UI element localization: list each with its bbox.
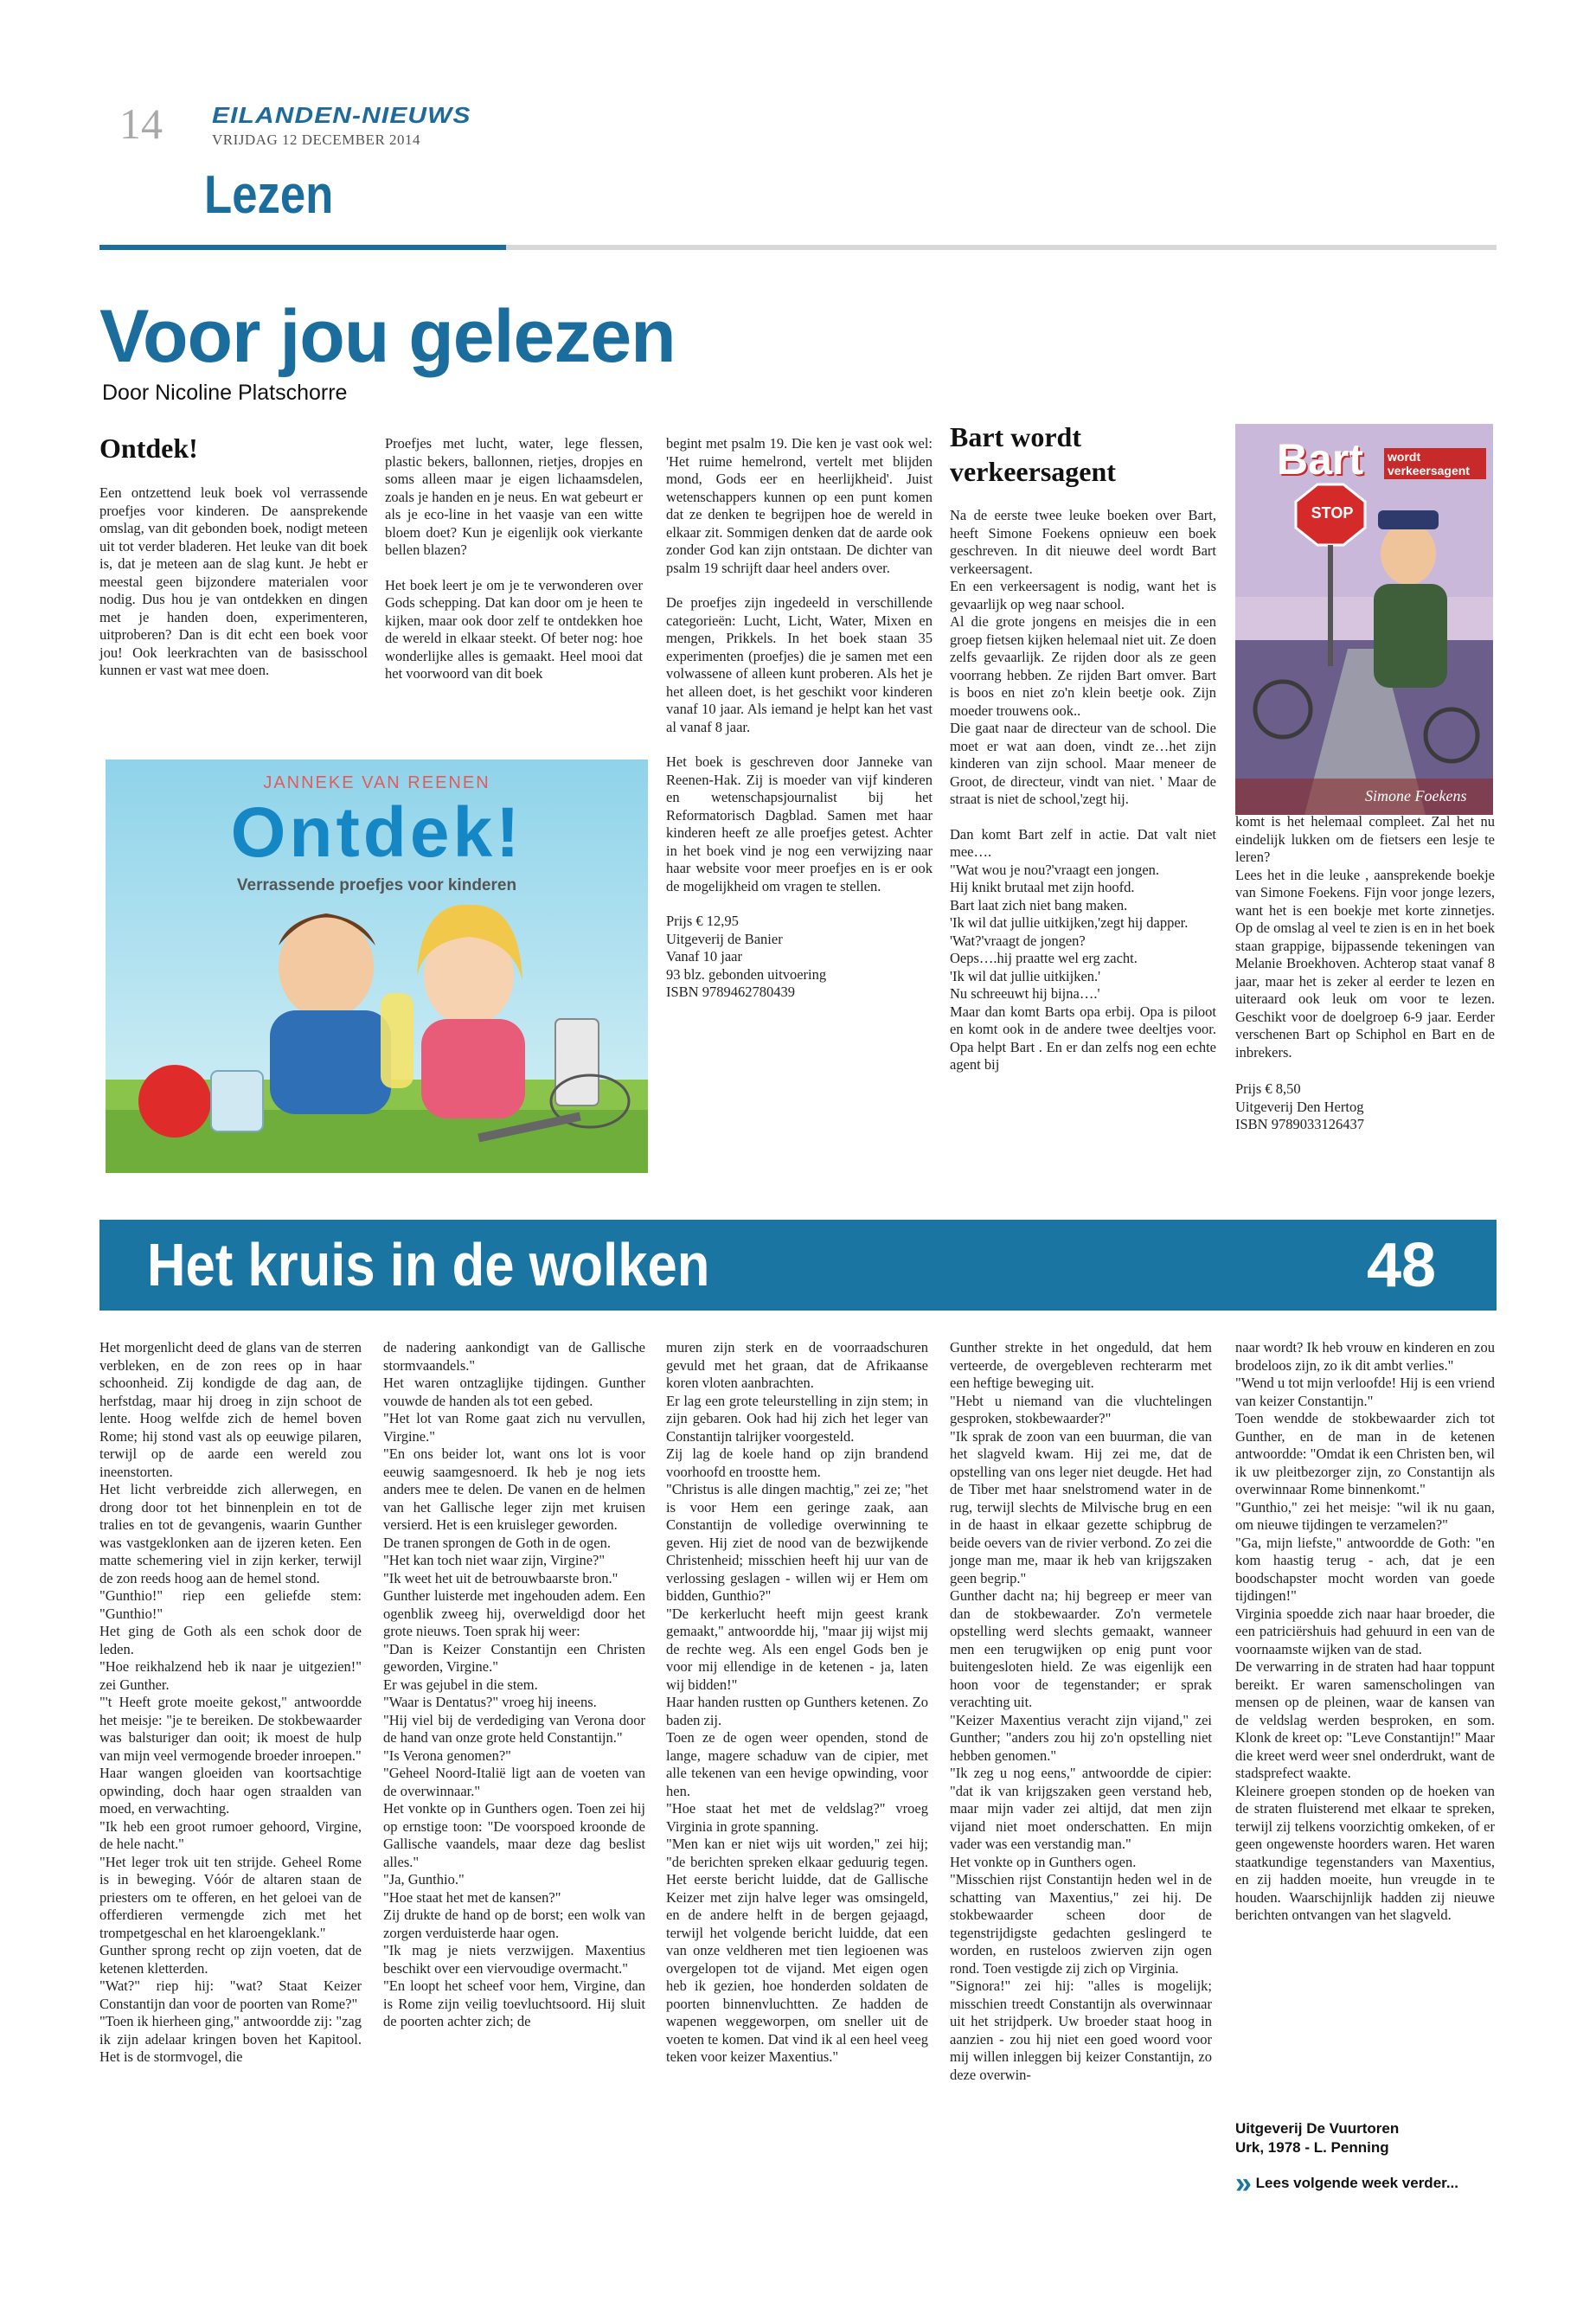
paragraph: Die gaat naar de directeur van de school. Die moet er wat aan doen, vindt ze…het zijn kinderen van zijn school. Maar meneer de Groot, de directeur, vindt van niet. ' Maar de straat is niet de school,'zegt hij. <box>950 720 1216 807</box>
credit-author: Urk, 1978 - L. Penning <box>1235 2139 1389 2156</box>
paragraph: Er was gejubel in die stem. <box>383 1676 538 1693</box>
newspaper-name: EILANDEN-NIEUWS <box>212 102 471 128</box>
paragraph: "Hij viel bij de verdediging van Verona door de hand van onze grote held Constantijn." <box>383 1711 645 1746</box>
paragraph: naar wordt? Ik heb vrouw en kinderen en zou brodeloos zijn, zo ik dit ambt verlies." <box>1235 1339 1495 1374</box>
book2-cover-image <box>1235 424 1493 815</box>
paragraph: de nadering aankondigt van de Gallische stormvaandels." <box>383 1339 645 1374</box>
paragraph: "Toen ik hierheen ging," antwoordde zij: "zag ik zijn adelaar kringen boven het Kapitool. Het is de stormvogel, die <box>99 2013 362 2065</box>
paragraph: Lees het in die leuke , aansprekende boekje van Simone Foekens. Fijn voor jonge lezers, want het is een boekje met korte zinnetjes. Op de omslag al veel te zien is en in het boek staan grappige, bijpassende tekeningen van Melanie Broekhoven. Achterop staat vanaf 8 jaar, maar het is zeker al eerder te lezen en uiteraard ook leuk om voor te lezen. Geschikt voor de doelgroep 6-9 jaar. Eerder verschenen Bart op Schiphol en Bart en de inbrekers. <box>1235 866 1495 1061</box>
paragraph: Er lag een grote teleurstelling in zijn stem; in zijn gebaren. Ook had hij zich het leger van Constantijn talrijker voorgesteld. <box>666 1392 928 1445</box>
article-headline: Voor jou gelezen <box>99 295 676 378</box>
info-age: Vanaf 10 jaar <box>666 948 742 965</box>
paragraph: "Wend u tot mijn verloofde! Hij is een vriend van keizer Constantijn." <box>1235 1375 1495 1409</box>
paragraph: Kleinere groepen stonden op de hoeken van de straten fluisterend met elkaar te spreken, terwijl zij telkens voorzichtig omkeken, of er geen ongewenste hoorders waren. Het waren staatkundige tegenstanders van Maxentius, en zij hadden moeite, hun vreugde in te houden. Waarschijnlijk hadden zij nieuwe berichten ontvangen van het slagveld. <box>1235 1782 1495 1923</box>
paragraph: "Ga, mijn liefste," antwoordde de Goth: "en kom haastig terug - ach, dat je een boodschapster mocht worden van goede tijdingen!" <box>1235 1534 1495 1604</box>
serial-column-5 <box>1235 1339 1495 1925</box>
serial-column-4 <box>950 1339 1212 2084</box>
paragraph: "Keizer Maxentius veracht zijn vijand," zei Gunther; "anders zou hij zo'n opstelling niet hebben genomen." <box>950 1711 1212 1764</box>
paragraph: "Ik sprak de zoon van een buurman, die van het slagveld kwam. Hij zei me, dat de opstelling van ons leger niet deugde. Het had de Tiber met haar snelstromend water in de rug, terwijl slechts de Milvische brug en een in de haast in elkaar gezette schipbrug de beide oevers van de rivier verbond. Zo zei die jonge man me, maar ik heb van krijgszaken geen begrip." <box>950 1427 1212 1586</box>
book2-column-2 <box>1235 813 1495 1151</box>
info-format: 93 blz. gebonden uitvoering <box>666 965 827 983</box>
paragraph: "Hoe staat het met de kansen?" <box>383 1888 561 1906</box>
paragraph: Het boek is geschreven door Janneke van Reenen-Hak. Zij is moeder van vijf kinderen en wetenschapsjournalist bij het Reformatorisch Dagblad. Samen met haar kinderen heeft ze alle proefjes getest. Achter in het boek vind je nog een verwijzing naar haar website voor meer proefjes en is er ook de mogelijkheid om vragen te stellen. <box>666 753 933 894</box>
book1-title: Ontdek! <box>99 433 198 464</box>
paragraph <box>950 809 1216 826</box>
article-byline: Door Nicoline Platschorre <box>102 381 348 405</box>
paragraph: Proefjes met lucht, water, lege flessen, plastic bekers, ballonnen, rietjes, dropjes en soms alleen maar je eigen lichaamsdelen, zoals je handen en je neus. En wat gebeurt er als je eco-line in het vaasje van een witte bloem doet? Kun je eigenlijk ook vierkante bellen blazen? <box>385 435 643 558</box>
dialogue-line: Bart laat zich niet bang maken. <box>950 896 1128 913</box>
book2-cover-stop-sign: STOP <box>1311 504 1354 522</box>
paragraph: "Ik weet het uit de betrouwbaarste bron." <box>383 1569 619 1586</box>
info-price: Prijs € 8,50 <box>1235 1080 1301 1097</box>
book1-cover-subtitle: Verrassende proefjes voor kinderen <box>236 876 517 894</box>
header-rule-accent <box>99 245 506 250</box>
serial-title: Het kruis in de wolken <box>147 1231 710 1298</box>
paragraph: "Wat?" riep hij: "wat? Staat Keizer Constantijn dan voor de poorten van Rome?" <box>99 1977 362 2012</box>
paragraph: Haar handen rustten op Gunthers ketenen. Zo baden zij. <box>666 1694 928 1728</box>
serial-column-3 <box>666 1339 928 2067</box>
paragraph: Het morgenlicht deed de glans van de sterren verbleken, en de zon rees op in haar schoonheid. Zij kondigde de dag aan, de herfstdag, maar hij droeg in zijn schoot de lente. Hoog welfde zich de hemel boven Rome; hij stond vast als op eeuwige pilaren, terwijl op de aarde een wereld zou ineenstorten. <box>99 1339 362 1480</box>
paragraph: "Ja, Gunthio." <box>383 1871 465 1888</box>
paragraph: "Het lot van Rome gaat zich nu vervullen, Virgine." <box>383 1410 645 1445</box>
paragraph: komt is het helemaal compleet. Zal het nu eindelijk lukken om de fietsers een lesje te leren? <box>1235 813 1495 865</box>
paragraph: Gunther sprong recht op zijn voeten, dat de ketenen kletterden. <box>99 1942 362 1977</box>
paragraph: En een verkeersagent is nodig, want het is gevaarlijk op weg naar school. <box>950 578 1216 612</box>
credit-publisher: Uitgeverij De Vuurtoren <box>1235 2120 1400 2137</box>
paragraph: Het waren ontzaglijke tijdingen. Gunther vouwde de handen als tot een gebed. <box>383 1375 645 1409</box>
paragraph: "Hoe reikhalzend heb ik naar je uitgezien!" zei Gunther. <box>99 1658 362 1693</box>
dialogue-line: 'Wat?'vraagt de jongen? <box>950 932 1086 949</box>
paragraph: "Het leger trok uit ten strijde. Geheel Rome is in beweging. Vóór de altaren staan de priesters om te offeren, en het geloei van de offerdieren vermengde zich met het trompetgeschal en het klaroengeklank." <box>99 1853 362 1941</box>
paragraph: Virginia spoedde zich naar haar broeder, die een patriciërshuis had gehuurd in een van de voornaamste wijken van de stad. <box>1235 1605 1495 1657</box>
paragraph: Maar dan komt Barts opa erbij. Opa is piloot en komt ook in de andere twee deeltjes voor. Opa helpt Bart . En er dan zelfs nog een echte agent bij <box>950 1003 1216 1073</box>
paragraph: begint met psalm 19. Die ken je vast ook wel: 'Het ruime hemelrond, vertelt met blijden mond, Gods eer en heerlijkheid'. Juist wetenschappers kunnen op een punt komen dat ze denken te begrijpen hoe de wereld in elkaar zit. Sommigen denken dat de aarde ook zonder God kan zijn ontstaan. De dichter van psalm 19 schrijft daar heel anders over. <box>666 435 933 576</box>
book1-cover-author: JANNEKE VAN REENEN <box>263 773 490 792</box>
serial-column-2 <box>383 1339 645 2031</box>
paragraph: "Men kan er niet wijs uit worden," zei hij; "de berichten spreken elkaar geduurig tegen. Het eerste bericht luidde, dat de Gallische Keizer met zijn halve leger was omsingeld, en de andere helft in de bergen gejaagd, terwijl het volgende bericht luidde, dat een van onze veldheren met tien legioenen was overgelopen tot de vijand. Met eigen ogen heb ik gezien, hoe honderden soldaten de poorten binnenvluchtten. Ze hadden de wapenen weggeworpen, om sneller uit de voeten te komen. Dat vind ik al een heel veeg teken voor keizer Maxentius." <box>666 1836 928 2065</box>
issue-date: VRIJDAG 12 DECEMBER 2014 <box>212 131 421 148</box>
page-number: 14 <box>119 99 163 148</box>
paragraph: Gunther strekte in het ongeduld, dat hem verteerde, de overgebleven rechterarm met een heftige beweging uit. <box>950 1339 1212 1391</box>
paragraph: Zij drukte de hand op de borst; een wolk van zorgen verduisterde haar ogen. <box>383 1907 645 1941</box>
paragraph: "En ons beider lot, want ons lot is voor eeuwig saamgesnoerd. Ik heb je nog iets anders mee te delen. De vanen en de helmen van het Gallische leger zijn met kruisen versierd. Het is een kruisleger geworden. <box>383 1445 645 1533</box>
paragraph: Gunther dacht na; hij begreep er meer van dan de stokbewaarder. Zo'n vermetele opstelling werd slechts gemaakt, wanneer men een terugwijken op enig punt voor buitengesloten hield. Ze was eigenlijk een hoon voor de tegenstander; er sprak verachting uit. <box>950 1587 1212 1710</box>
paragraph: "Is Verona genomen?" <box>383 1747 511 1764</box>
double-chevron-right-icon: » <box>1235 2167 1252 2200</box>
paragraph: "En loopt het scheef voor hem, Virgine, dan is Rome zijn veilig toevluchtsoord. Hij sluit de poorten achter zich; de <box>383 1977 645 2029</box>
paragraph: Het boek leert je om je te verwonderen over Gods schepping. Dat kan door om je heen te kijken, maar ook door zelf te ontdekken hoe de wereld in elkaar steekt. Of beter nog: hoe wonderlijke alles is gemaakt. Heel mooi dat het voorwoord van dit boek <box>385 576 643 682</box>
paragraph: muren zijn sterk en de voorraadschuren gevuld met het graan, dat de Afrikaanse koren vloten aanbrachten. <box>666 1339 928 1391</box>
paragraph: "Ik heb een groot rumoer gehoord, Virgine, de hele nacht." <box>99 1817 362 1852</box>
dialogue-line: Hij knikt brutaal met zijn hoofd. <box>950 879 1135 895</box>
paragraph: Het ging de Goth als een schok door de leden. <box>99 1623 362 1657</box>
serial-episode-number: 48 <box>1367 1231 1437 1300</box>
paragraph: Na de eerste twee leuke boeken over Bart, heeft Simone Foekens opnieuw een boek geschreven. In dit nieuwe deel wordt Bart verkeersagent. <box>950 507 1216 577</box>
paragraph: Het vonkte op in Gunthers ogen. <box>950 1853 1137 1870</box>
book1-column-3 <box>666 435 933 1002</box>
book1-column-1 <box>99 484 368 697</box>
paragraph: De proefjes zijn ingedeeld in verschillende categorieën: Lucht, Licht, Water, Mixen en mengen, Prikkels. In het boek staan 35 experimenten (proefjes) die je samen met een volwassene of alleen kunt proberen. Als het je het alleen doet, is het geschikt voor kinderen vanaf 10 jaar. Als iemand je helpt kan het vast al vanaf 8 jaar. <box>666 594 933 735</box>
paragraph: Dan komt Bart zelf in actie. Dat valt niet mee…. <box>950 825 1216 860</box>
paragraph: Toen ze de ogen weer openden, stond de lange, magere schaduw van de cipier, met alle tekenen van een hevige opwinding, voor hen. <box>666 1729 928 1799</box>
paragraph: Het licht verbreidde zich allerwegen, en drong door tot het binnenplein en tot de tralies en tot de gevangenis, waarin Gunther was vastgeklonken aan de ijzeren keten. Een matte schemering viel in zijn kerker, terwijl de zon reeds hoog aan de hemel stond. <box>99 1481 362 1586</box>
book1-cover-image <box>106 760 648 1173</box>
paragraph: "Ik zeg u nog eens," antwoordde de cipier: "dat ik van krijgszaken geen verstand heb, maar mijn vader zei altijd, dat men zijn vijand niet moet onderschatten. En mijn vader was een verstandig man." <box>950 1765 1212 1852</box>
paragraph: "Waar is Dentatus?" vroeg hij ineens. <box>383 1694 597 1710</box>
section-title: Lezen <box>204 165 334 225</box>
paragraph: "Christus is alle dingen machtig," zei ze; "het is voor Hem een geringe zaak, aan Constantijn de volledige overwinning te geven. Hij ziet de nood van de bezwijkende Christenheid; misschien heeft hij uur van de verlossing geslagen - willen wij er Hem om bidden, Gunthio?" <box>666 1481 928 1604</box>
book2-title: Bart wordt verkeersagent <box>950 421 1116 487</box>
paragraph: De tranen sprongen de Goth in de ogen. <box>383 1534 612 1551</box>
book2-cover-author: Simone Foekens <box>1365 787 1467 804</box>
dialogue-line: 'Ik wil dat jullie uitkijken,'zegt hij dapper. <box>950 914 1189 931</box>
info-isbn: ISBN 9789033126437 <box>1235 1116 1364 1132</box>
paragraph: "De kerkerlucht heeft mijn geest krank gemaakt," antwoordde hij, "maar jij wijst mij de rechte weg. Als een engel Gods ben je voor mij ellendige in de ketenen - ja, laten wij bidden!" <box>666 1605 928 1693</box>
paragraph: Gunther luisterde met ingehouden adem. Een ogenblik zweeg hij, overweldigd door het grote nieuws. Toen sprak hij weer: <box>383 1587 645 1639</box>
paragraph: "Dan is Keizer Constantijn een Christen geworden, Virgine." <box>383 1640 645 1675</box>
paragraph: "Hebt u niemand van die vluchtelingen gesproken, stokbewaarder?" <box>950 1392 1212 1426</box>
book2-column-1 <box>950 507 1216 1074</box>
paragraph: "Het kan toch niet waar zijn, Virgine?" <box>383 1552 606 1568</box>
paragraph: Al die grote jongens en meisjes die in een groep fietsen kijken helemaal niet uit. Ze doen zelfs gevaarlijk. Ze rijden door als ze geen voorrang hebben. Ze rijden Bart omver. Bart is boos en niet zo'n klein beetje ook. Zijn moeder trouwens ook.. <box>950 613 1216 719</box>
dialogue-line: Oeps….hij praatte wel erg zacht. <box>950 950 1138 966</box>
info-publisher: Uitgeverij Den Hertog <box>1235 1098 1364 1115</box>
paragraph: "Signora!" zei hij: "alles is mogelijk; misschien treedt Constantijn als overwinnaar uit het strijdperk. Uw broeder staat hoog in aanzien - zou hij niet een goed woord voor mij willen inleggen bij keizer Constantijn, zo deze overwin- <box>950 1977 1212 2083</box>
dialogue-line: 'Ik wil dat jullie uitkijken.' <box>950 967 1101 984</box>
paragraph: "Hoe staat het met de veldslag?" vroeg Virginia in grote spanning. <box>666 1800 928 1835</box>
serial-column-1 <box>99 1339 362 2067</box>
paragraph: Zij lag de koele hand op zijn brandend voorhoofd en troostte hem. <box>666 1445 928 1480</box>
paragraph: "Misschien rijst Constantijn heden wel in de schatting van Maxentius," zei hij. De stokbewaarder scheen door de tegenstrijdigste gedachten geslingerd te worden, en rusteloos zwierven zijn ogen rond. Toen vestigde zij zich op Virginia. <box>950 1871 1212 1977</box>
info-publisher: Uitgeverij de Banier <box>666 930 783 947</box>
book2-cover-title: Bart <box>1277 435 1364 484</box>
book1-info <box>666 913 933 1002</box>
dialogue-line: "Wat wou je nou?'vraagt een jongen. <box>950 861 1160 878</box>
info-isbn: ISBN 9789462780439 <box>666 984 795 1000</box>
book1-cover-title: Ontdek! <box>230 793 523 872</box>
paragraph: "Gunthio!" riep een geliefde stem: "Gunthio!" <box>99 1587 362 1622</box>
continue-next-week <box>1235 2167 1495 2201</box>
book2-cover-illustration <box>1235 424 1493 815</box>
info-price: Prijs € 12,95 <box>666 913 739 929</box>
paragraph: Toen wendde de stokbewaarder zich tot Gunther, en de man in de ketenen antwoordde: "Omdat ik een Christen ben, wil ik uw pleitbezorger zijn, zo Constantijn als overwinnaar Rome binnenkomt." <box>1235 1410 1495 1497</box>
paragraph: De verwarring in de straten had haar toppunt bereikt. Er waren samenscholingen van mensen op de pleinen, waar de kansen van de veldslag werden besproken, en som. Klonk de kreet op: "Leve Constantijn!" Maar die kreet werd weer snel onderdrukt, want de stadsprefect waakte. <box>1235 1658 1495 1781</box>
book2-info <box>1235 1080 1495 1134</box>
paragraph: Het vonkte op in Gunthers ogen. Toen zei hij op ernstige toon: "De voorspoed kroonde de Gallische vaandels, maar deze dag beslist alles." <box>383 1800 645 1870</box>
paragraph: "Ik mag je niets verzwijgen. Maxentius beschikt over een viervoudige overmacht." <box>383 1942 645 1977</box>
book1-column-2 <box>385 435 643 701</box>
dialogue-line: Nu schreeuwt hij bijna….' <box>950 985 1100 1002</box>
paragraph: "Geheel Noord-Italië ligt aan de voeten van de overwinnaar." <box>383 1765 645 1799</box>
paragraph: "'t Heeft grote moeite gekost," antwoordde het meisje: "je te bereiken. De stokbewaarder was balsturiger dan ooit; ik moest de hulp van mijn veel vermogende broeder inroepen." <box>99 1694 362 1764</box>
paragraph: "Gunthio," zei het meisje: "wil ik nu gaan, om nieuwe tijdingen te verzamelen?" <box>1235 1498 1495 1533</box>
book2-cover-subtitle: wordt verkeersagent <box>1384 448 1486 479</box>
continue-text: Lees volgende week verder... <box>1255 2174 1458 2191</box>
paragraph: Haar wangen gloeiden van koortsachtige opwinding, doch haar ogen straalden van moed, en verwachting. <box>99 1765 362 1817</box>
paragraph: Een ontzettend leuk boek vol verrassende proefjes voor kinderen. De aansprekende omslag, van dit gebonden boek, nodigt meteen uit tot verder bladeren. Het leuke van dit boek is, dat je meteen aan de slag kunt. Je hebt er meestal geen bijzondere materialen voor nodig. Dus hou je van ontdekken en dingen met je handen doen, experimenteren, uitproberen? Dan is dit echt een boek voor jou! Ook leerkrachten van de basisschool kunnen er vast wat mee doen. <box>99 484 368 678</box>
book2-lines <box>950 507 1216 1074</box>
serial-credit <box>1235 2119 1495 2157</box>
book2-column-2-text <box>1235 813 1495 1061</box>
